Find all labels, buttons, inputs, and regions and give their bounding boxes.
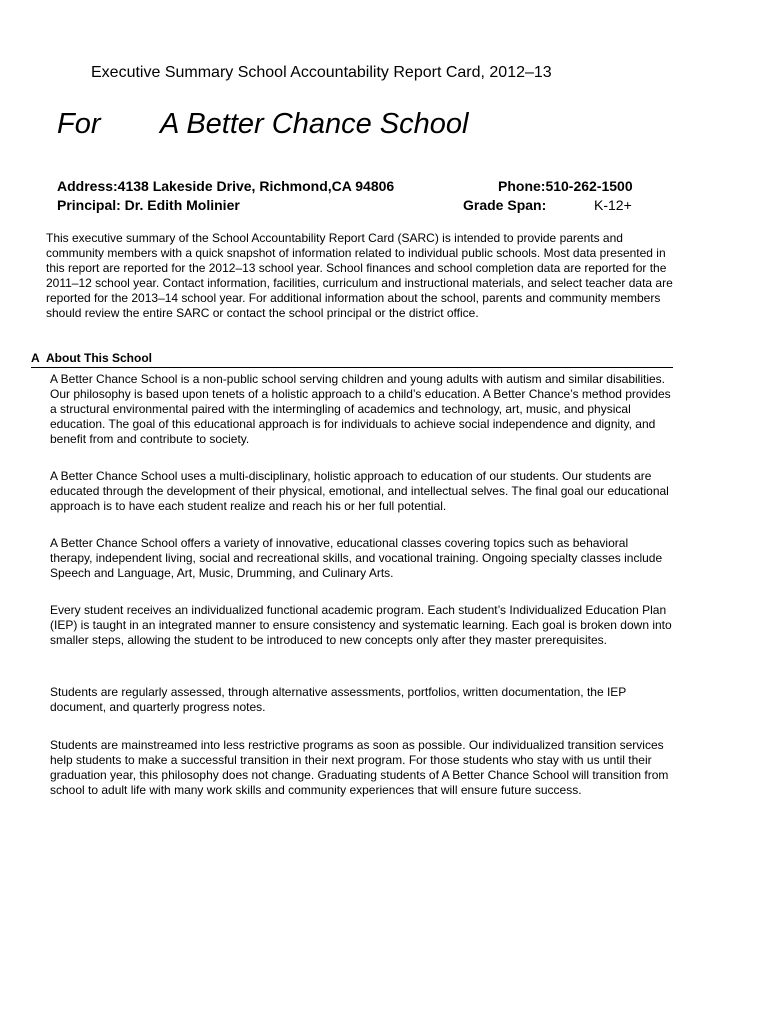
report-title: Executive Summary School Accountability Report Card, 2012–13 <box>91 64 552 81</box>
school-phone: Phone:510-262-1500 <box>498 178 633 194</box>
about-paragraph: Every student receives an individualized functional academic program. Each student’s Individualized Education Plan (IEP) is taught in an integrated manner to ensure consistency and systematic learning. Each goal is broken down into smaller steps, allowing the student to be introduced to new concepts only after they master prerequisites. <box>50 603 672 647</box>
section-title: About This School <box>46 351 152 365</box>
about-paragraph: A Better Chance School offers a variety of innovative, educational classes covering topics such as behavioral therapy, independent living, social and recreational skills, and vocational training. Ongoing specialty classes include Speech and Language, Art, Music, Drumming, and Culinary Arts. <box>50 536 663 580</box>
section-letter: A <box>31 351 40 365</box>
intro-paragraph: This executive summary of the School Accountability Report Card (SARC) is intended to provide parents and community members with a quick snapshot of information related to individual public schools. Most data presented in this report are reported for the 2012–13 school year. School finances and school completion data are reported for the 2011–12 school year. Contact information, facilities, curriculum and instructional materials, and select teacher data are reported for the 2013–14 school year. For additional information about the school, parents and community members should review the entire SARC or contact the school principal or the district office. <box>46 231 673 320</box>
for-label: For <box>57 108 101 140</box>
grade-span-label: Grade Span: <box>463 197 547 213</box>
about-paragraph: Students are mainstreamed into less restrictive programs as soon as possible. Our individualized transition services help students to make a successful transition in their next program. For those students who stay with us until their graduation year, this philosophy does not change. Graduating students of A Better Chance School will transition from school to adult life with many work skills and community experiences that will ensure future success. <box>50 738 669 797</box>
school-name: A Better Chance School <box>160 108 469 140</box>
about-paragraph: A Better Chance School uses a multi-disciplinary, holistic approach to education of our students. Our students are educated through the development of their physical, emotional, and intellectual selves. The final goal our educational approach is to have each student realize and reach his or her full potential. <box>50 469 669 513</box>
school-address: Address:4138 Lakeside Drive, Richmond,CA 94806 <box>57 178 395 194</box>
about-paragraph: Students are regularly assessed, through alternative assessments, portfolios, written documentation, the IEP document, and quarterly progress notes. <box>50 685 627 714</box>
school-principal: Principal: Dr. Edith Molinier <box>57 197 240 213</box>
section-a-header <box>31 351 673 368</box>
grade-span-value: K-12+ <box>594 197 632 213</box>
about-paragraph: A Better Chance School is a non-public school serving children and young adults with autism and similar disabilities. Our philosophy is based upon tenets of a holistic approach to a child’s education. A Better Chance’s method provides a structural environmental paired with the intermingling of academics and technology, art, music, and physical education. The goal of this educational approach is for individuals to achieve social independence and dignity, and benefit from and contribute to society. <box>50 372 671 446</box>
